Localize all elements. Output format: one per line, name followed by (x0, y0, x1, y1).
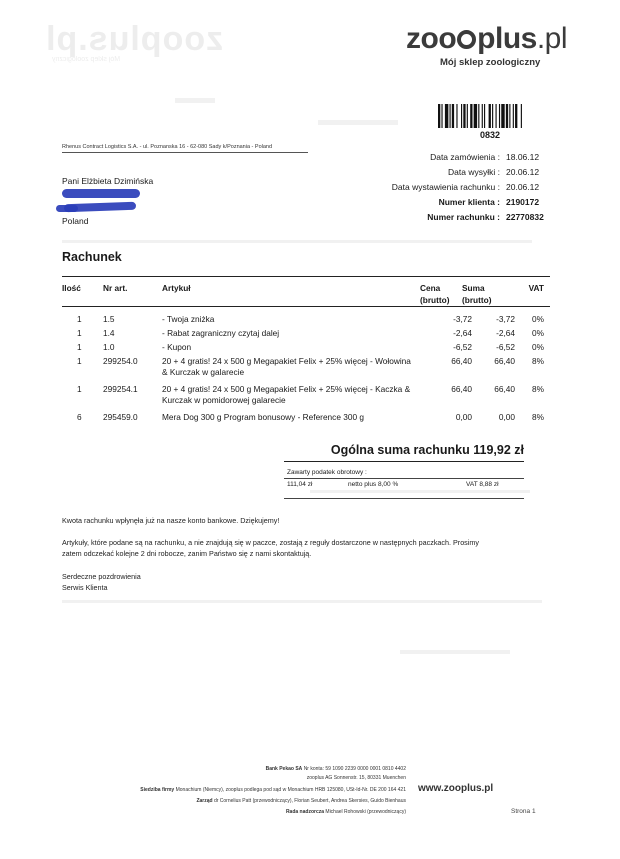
payment-note: Kwota rachunku wpłynęła już na nasze konto bankowe. Dziękujemy! (62, 516, 280, 525)
table-row: 6 295459.0 Mera Dog 300 g Program bonusowy - Reference 300 g 0,00 0,00 8% (77, 412, 544, 422)
barcode-bar (501, 104, 504, 128)
barcode-bar (492, 104, 493, 128)
recipient-name: Pani Elżbieta Dzimińska (62, 176, 154, 186)
col-qty: Ilość (62, 283, 81, 293)
bleed-through-mark (175, 98, 215, 103)
footer-council: Rada nadzorcza Michael Rohowski (przewodniczący) (285, 809, 406, 815)
sender-address: Rhenus Contract Logistics S.A. - ul. Poznanska 16 - 62-080 Sady k/Poznania - Poland (62, 143, 308, 153)
table-header (62, 276, 550, 307)
tax-summary (284, 469, 524, 493)
bleed-through-mark (400, 650, 510, 654)
delivery-note-line-1: Artykuły, które podane są na rachunku, a nie znajdują się w paczce, zostają z reguły dostarczone w następnych paczkach. Prosimy (62, 538, 479, 547)
barcode-bar (513, 104, 514, 128)
barcode-bar (450, 104, 451, 128)
meta-shipping-date: Data wysyłki : 20.06.12 (448, 167, 540, 177)
barcode-bar (452, 104, 454, 128)
table-row: 1 1.0 - Kupon -6,52 -6,52 0% (77, 342, 544, 352)
footer-address: zooplus AG Sonnenstr. 15, 80331 Muenchen (306, 775, 406, 781)
col-vat: VAT (528, 283, 544, 293)
grand-total-label: Ogólna suma rachunku (330, 443, 470, 457)
barcode-bar (467, 104, 468, 128)
zooplus-logo: zoo plus.pl (406, 22, 568, 55)
logo-tagline: Mój sklep zoologiczny (440, 57, 541, 68)
barcode-bar (441, 104, 442, 128)
page-number: Strona 1 (511, 808, 536, 815)
meta-invoice-date: Data wystawienia rachunku : 20.06.12 (391, 182, 540, 192)
table-row: 1 1.4 - Rabat zagraniczny czytaj dalej -2,64 -2,64 0% (77, 328, 544, 338)
footer-bank: Bank Pekao SA Nr konta: 59 1090 2239 0000 0001 0810 4402 (265, 766, 406, 772)
table-row: 1 1.5 - Twoja zniżka -3,72 -3,72 0% (77, 314, 544, 324)
barcode-bar (521, 104, 522, 128)
barcode-bar (461, 104, 462, 128)
bleed-through-logo: zooplus.pl (45, 20, 224, 58)
col-price: Cena (brutto) (420, 283, 450, 305)
recipient-country: Poland (62, 216, 89, 226)
barcode-bar (509, 104, 510, 128)
footer-seat: Siedziba firmy Monachium (Niemcy), zooplus podlega pod sąd w Monachium HRB 125080, USt-Id-Nr. DE 200 164 421 (140, 787, 406, 793)
table-row: 1 299254.0 20 + 4 gratis! 24 x 500 g Megapakiet Felix + 25% więcej - Wołowina & Kurczak w galarecie 66,40 66,40 8% (77, 356, 544, 377)
meta-order-date: Data zamówienia : 18.06.12 (430, 152, 540, 162)
barcode-bar (499, 104, 500, 128)
table-row: 1 299254.1 20 + 4 gratis! 24 x 500 g Megapakiet Felix + 25% więcej - Kaczka & Kurczak w pomidorowej galarecie 66,40 66,40 8% (77, 384, 544, 405)
tax-vat: VAT 8,88 zł (466, 481, 499, 488)
invoice-meta (392, 150, 550, 225)
meta-invoice-number: Numer rachunku : 22770832 (427, 212, 544, 222)
tax-divider (284, 498, 524, 499)
tax-rate: netto plus 8,00 % (348, 481, 399, 488)
meta-customer-number: Numer klienta : 2190172 (438, 197, 540, 207)
bleed-through-mark (62, 240, 532, 243)
footer-board: Zarząd dr Cornelius Patt (przewodniczący), Florian Seubert, Andrea Skersies, Guido Bienhaus (196, 798, 406, 804)
tax-heading: Zawarty podatek obrotowy : (284, 469, 524, 479)
grand-total (284, 443, 524, 462)
barcode-bar (456, 104, 457, 128)
signature: Serwis Klienta (62, 583, 108, 592)
barcode-number: 0832 (480, 130, 501, 140)
barcode-bar (470, 104, 472, 128)
barcode-bar (506, 104, 508, 128)
redacted-street (62, 189, 140, 198)
barcode-bar (463, 104, 465, 128)
barcode-bar (482, 104, 483, 128)
barcode-bar (438, 104, 440, 128)
tax-net: 111,04 zł (287, 481, 313, 488)
barcode-bar (484, 104, 485, 128)
barcode-bar (445, 104, 448, 128)
barcode (438, 104, 550, 128)
redacted-postcode (56, 205, 78, 212)
barcode-bar (489, 104, 491, 128)
barcode-bar (496, 104, 497, 128)
bleed-through-tagline: Mój sklep zoologiczny (52, 56, 121, 63)
barcode-bar (515, 104, 517, 128)
invoice-table (62, 276, 550, 423)
bleed-through-mark (318, 120, 398, 125)
website-link[interactable]: www.zooplus.pl (418, 783, 494, 794)
col-nr: Nr art. (103, 283, 128, 293)
delivery-note-line-2: zatem odczekać kolejne 2 dni robocze, zanim Państwo się z nami skontaktują. (62, 549, 312, 558)
bleed-through-mark (62, 600, 542, 603)
barcode-bar (478, 104, 479, 128)
col-sum: Suma (brutto) (462, 283, 492, 305)
grand-total-value: 119,92 zł (473, 443, 524, 457)
barcode-bar (474, 104, 477, 128)
col-article: Artykuł (162, 283, 191, 293)
invoice-title: Rachunek (62, 250, 122, 264)
logo-ring-icon (457, 30, 476, 49)
greeting: Serdeczne pozdrowienia (62, 572, 141, 581)
